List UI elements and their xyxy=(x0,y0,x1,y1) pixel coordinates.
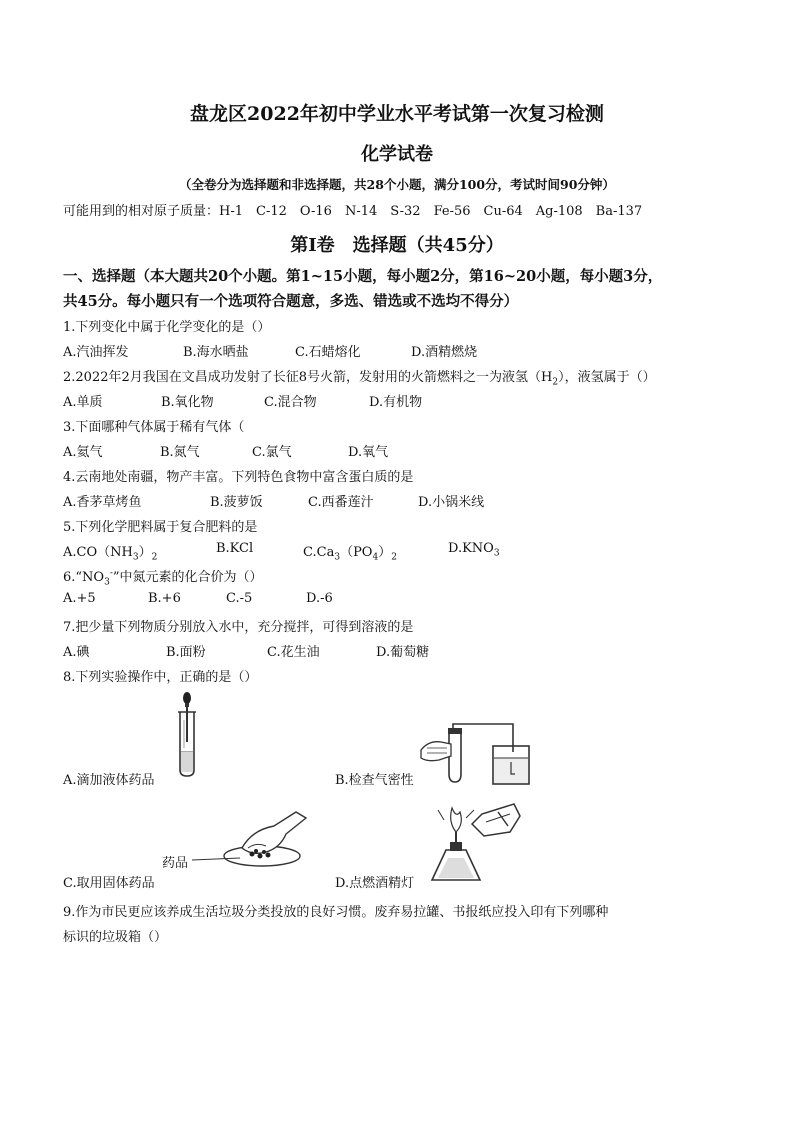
question-5-option-c: $C.Ca_3(PO_4)_2$ xyxy=(303,545,397,563)
atomic-masses: 可能用到的相对原子质量：H-1 C-12 O-16 N-14 S-32 Fe-56 Cu-64 Ag-108 Ba-137 xyxy=(63,204,643,219)
subject-title: 化学试卷 xyxy=(361,144,433,165)
question-8-option-c: C.取用固体药品 xyxy=(63,876,155,891)
airtightness-check-figure xyxy=(417,722,533,786)
question-8-option-a: A.滴加液体药品 xyxy=(63,773,155,788)
part-instructions-line2: 共45分。每小题只有一个选项符合题意，多选、错选或不选均不得分） xyxy=(63,293,519,310)
question-3-stem: 3.下面哪种气体属于稀有气体（ xyxy=(63,420,245,435)
section-title: 第I卷 选择题（共45分） xyxy=(290,235,504,256)
question-4-option-c: C.西番莲汁 xyxy=(308,495,374,510)
question-6-option-d: D.-6 xyxy=(306,591,333,606)
question-6-option-b: B.+6 xyxy=(148,591,181,606)
question-2-option-a: A.单质 xyxy=(63,395,103,410)
dropper-test-tube-figure xyxy=(168,690,208,780)
question-6-option-c: C.-5 xyxy=(226,591,253,606)
question-3-option-a: A.氦气 xyxy=(63,445,103,460)
question-9-stem-line2: 标识的垃圾箱（） xyxy=(63,930,168,945)
question-8-option-b: B.检查气密性 xyxy=(335,773,414,788)
question-5-option-d: $D.KNO_3$ xyxy=(448,541,500,559)
question-6-stem: $6.“NO_3^-$”中氮元素的化合价为（） xyxy=(63,568,263,588)
question-3-option-b: B.氮气 xyxy=(160,445,200,460)
question-2-option-b: B.氧化物 xyxy=(161,395,214,410)
question-7-stem: 7.把少量下列物质分别放入水中，充分搅拌，可得到溶液的是 xyxy=(63,620,414,635)
question-3-option-c: C.氯气 xyxy=(252,445,292,460)
question-5-option-a: $A.CO(NH_3)_2$ xyxy=(63,545,158,563)
alcohol-lamp-figure xyxy=(424,802,524,884)
question-8-option-d: D.点燃酒精灯 xyxy=(335,876,415,891)
question-7-option-d: D.葡萄糖 xyxy=(376,645,430,660)
question-1-option-c: C.石蜡熔化 xyxy=(295,345,361,360)
question-2-option-d: D.有机物 xyxy=(369,395,423,410)
question-4-option-a: A.香茅草烤鱼 xyxy=(63,495,142,510)
question-8-image-c-label: 药品 xyxy=(162,856,189,871)
question-7-option-c: C.花生油 xyxy=(267,645,320,660)
question-1-option-b: B.海水晒盐 xyxy=(183,345,249,360)
main-title: 盘龙区2022年初中学业水平考试第一次复习检测 xyxy=(190,103,604,125)
question-1-option-d: D.酒精燃烧 xyxy=(411,345,478,360)
question-4-stem: 4.云南地处南疆，物产丰富。下列特色食物中富含蛋白质的是 xyxy=(63,470,414,485)
question-1-stem: 1.下列变化中属于化学变化的是（） xyxy=(63,320,271,335)
question-4-option-b: B.菠萝饭 xyxy=(210,495,263,510)
question-2-stem: 2.2022年2月我国在文昌成功发射了长征8号火箭，发射用的火箭燃料之一为液氢$(H_2)$，液氢属于（） xyxy=(63,370,656,388)
question-1-option-a: A.汽油挥发 xyxy=(63,345,129,360)
question-7-option-b: B.面粉 xyxy=(166,645,206,660)
question-5-stem: 5.下列化学肥料属于复合肥料的是 xyxy=(63,520,258,535)
question-9-stem-line1: 9.作为市民更应该养成生活垃圾分类投放的良好习惯。废弃易拉罐、书报纸应投入印有下列哪种 xyxy=(63,905,609,920)
part-instructions-line1: 一、选择题（本大题共20个小题。第1~15小题，每小题2分，第16~20小题，每小题3分， xyxy=(63,268,663,285)
question-5-option-b: B.KCl xyxy=(216,541,254,556)
question-8-stem: 8.下列实验操作中，正确的是（） xyxy=(63,670,258,685)
label-leader-line xyxy=(192,856,240,864)
question-2-option-c: C.混合物 xyxy=(264,395,317,410)
exam-note: （全卷分为选择题和非选择题，共28个小题，满分100分，考试时间90分钟） xyxy=(179,177,615,192)
question-7-option-a: A.碘 xyxy=(63,645,90,660)
question-3-option-d: D.氧气 xyxy=(348,445,389,460)
question-4-option-d: D.小锅米线 xyxy=(418,495,485,510)
question-6-option-a: A.+5 xyxy=(63,591,96,606)
